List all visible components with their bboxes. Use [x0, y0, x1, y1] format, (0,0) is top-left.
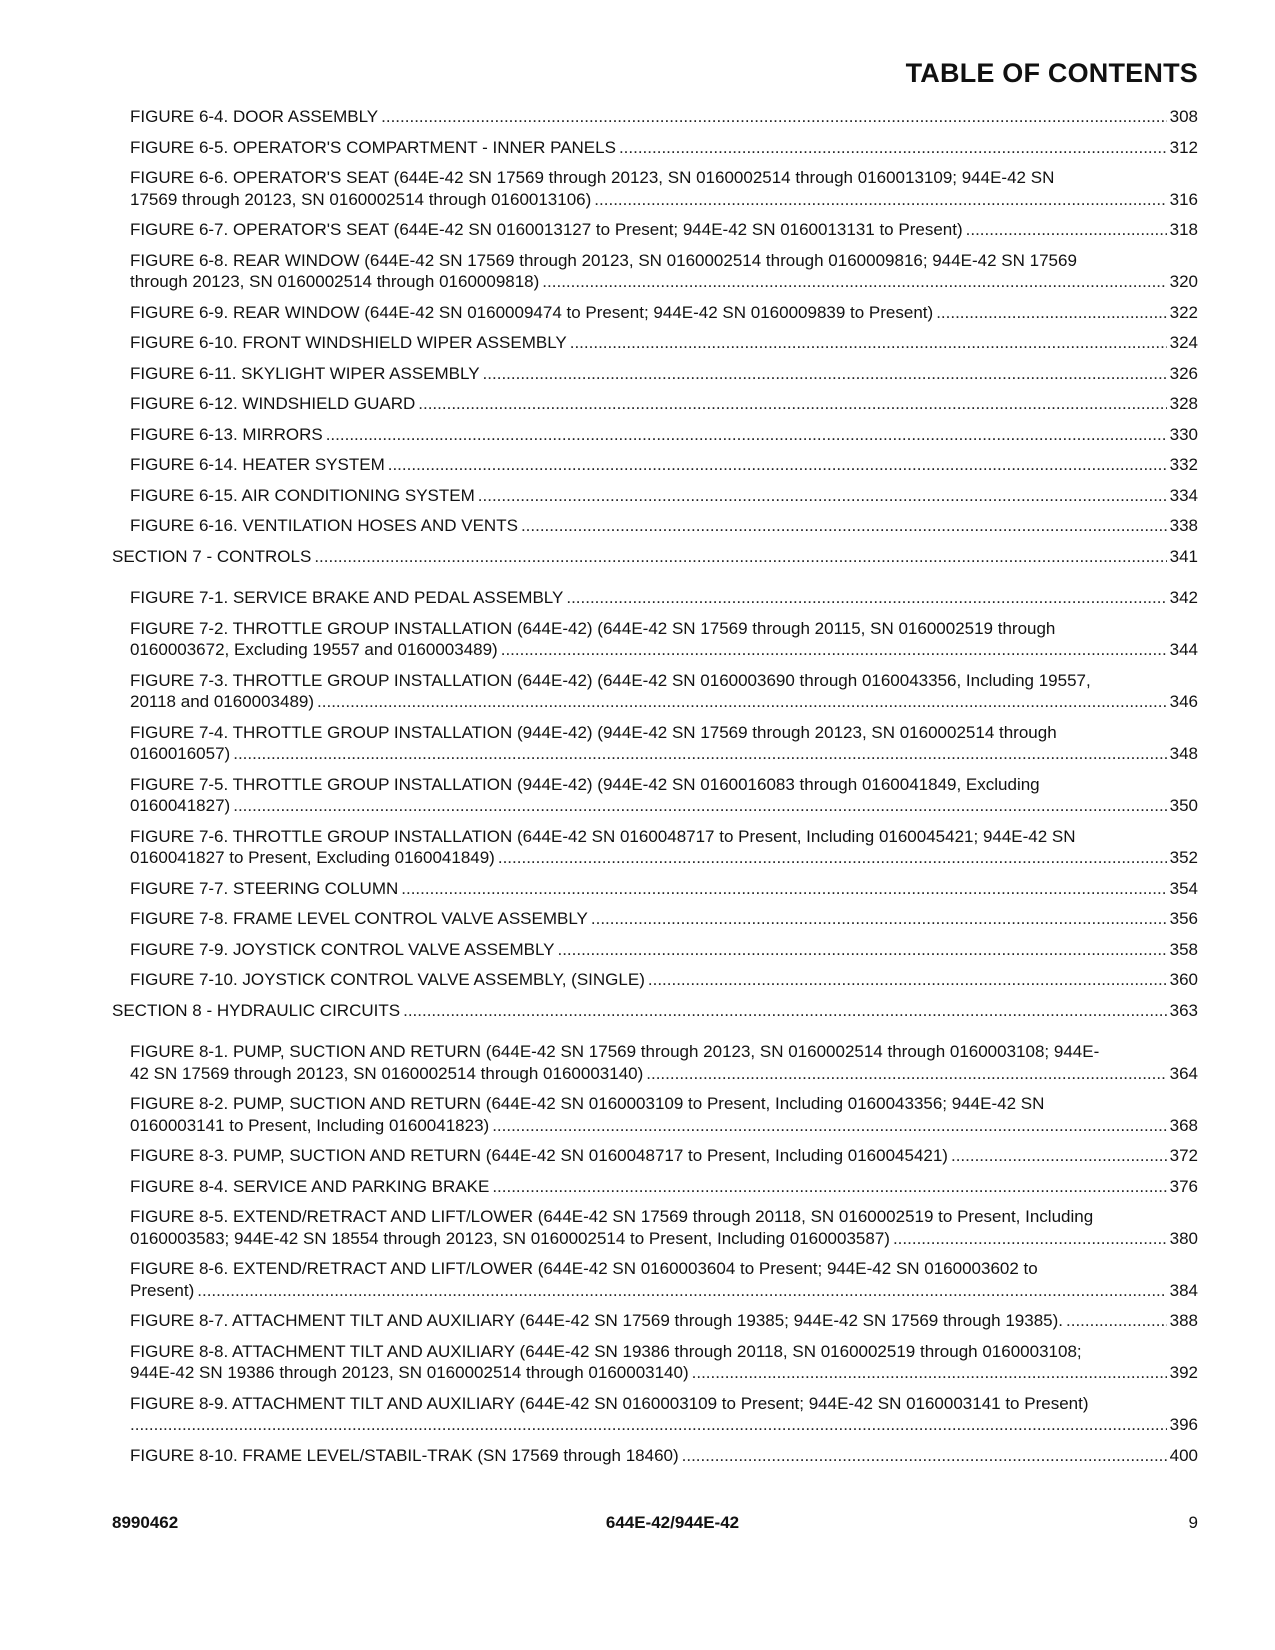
dot-leader [557, 939, 1166, 961]
toc-entry-title: FIGURE 6-10. FRONT WINDSHIELD WIPER ASSEMBLY [130, 333, 567, 352]
toc-entry-line [130, 515, 1198, 537]
toc-entry-page-number: 326 [1169, 363, 1198, 383]
toc-figure-entry[interactable] [130, 106, 1198, 128]
toc-entry-title-line: FIGURE 8-1. PUMP, SUCTION AND RETURN (644E-42 SN 17569 through 20123, SN 0160002514 through 0160003108; 944E- [130, 1042, 1100, 1061]
toc-entry-page-number: 344 [1169, 640, 1198, 659]
toc-entry-title: through 20123, SN 0160002514 through 0160009818) [130, 272, 540, 291]
toc-entry-title: FIGURE 6-13. MIRRORS [130, 424, 323, 444]
toc-entry-title: SECTION 7 - CONTROLS [112, 546, 312, 566]
toc-entry-page-number: 320 [1169, 272, 1198, 291]
toc-entry-page-number: 322 [1169, 302, 1198, 322]
toc-figure-entry[interactable] [130, 1258, 1198, 1301]
dot-leader [483, 363, 1167, 385]
toc-figure-entry[interactable] [130, 1445, 1198, 1467]
toc-entry-page-number: 396 [1169, 1415, 1198, 1434]
toc-entry-page-number: 318 [1169, 220, 1198, 239]
toc-section-entry[interactable] [112, 1000, 1198, 1022]
toc-figure-entry[interactable] [130, 969, 1198, 991]
toc-figure-entry[interactable] [130, 1041, 1198, 1084]
toc-entry-line [130, 1176, 1198, 1198]
toc-entry-title: FIGURE 7-8. FRAME LEVEL CONTROL VALVE ASSEMBLY [130, 909, 588, 928]
toc-entry-title: FIGURE 8-7. ATTACHMENT TILT AND AUXILIARY (644E-42 SN 17569 through 19385; 944E-42 SN 17569 through 19385). [130, 1311, 1063, 1330]
toc-entry-line [130, 1063, 1198, 1085]
toc-entry-title: 0160041827 to Present, Excluding 0160041849) [130, 848, 495, 867]
dot-leader [1066, 1310, 1167, 1332]
toc-figure-entry[interactable] [130, 250, 1198, 293]
dot-leader [648, 969, 1167, 991]
toc-entry-title: FIGURE 6-16. VENTILATION HOSES AND VENTS [130, 516, 518, 535]
toc-entry-title: 20118 and 0160003489) [130, 692, 315, 711]
dot-leader [570, 332, 1167, 354]
toc-entry-page-number: 352 [1169, 848, 1198, 867]
toc-figure-entry[interactable] [130, 454, 1198, 476]
toc-entry-line [130, 1414, 1198, 1436]
toc-entry-line [130, 106, 1198, 128]
toc-entry-page-number: 363 [1169, 1000, 1198, 1020]
toc-entry-title: 0160003672, Excluding 19557 and 0160003489) [130, 640, 498, 659]
toc-figure-entry[interactable] [130, 1093, 1198, 1136]
page-number: 9 [1188, 1513, 1198, 1532]
toc-entry-line [130, 219, 1198, 241]
toc-entry-page-number: 364 [1169, 1063, 1198, 1083]
toc-figure-entry[interactable] [130, 618, 1198, 661]
toc-entry-line [130, 908, 1198, 930]
toc-entry-page-number: 392 [1169, 1363, 1198, 1382]
toc-entry-title-line: FIGURE 8-8. ATTACHMENT TILT AND AUXILIARY (644E-42 SN 19386 through 20118, SN 0160002519 through 0160003108; [130, 1341, 1082, 1361]
toc-entry-line [130, 969, 1198, 991]
toc-entry-title: FIGURE 8-10. FRAME LEVEL/STABIL-TRAK (SN 17569 through 18460) [130, 1445, 679, 1465]
toc-entry-line [130, 485, 1198, 507]
dot-leader [591, 908, 1167, 930]
toc-entry-title: 944E-42 SN 19386 through 20123, SN 0160002514 through 0160003140) [130, 1363, 689, 1382]
toc-entry-line [130, 189, 1198, 211]
toc-figure-entry[interactable] [130, 302, 1198, 324]
toc-entry-title: FIGURE 7-9. JOYSTICK CONTROL VALVE ASSEMBLY [130, 939, 555, 959]
toc-entry-page-number: 312 [1169, 137, 1198, 157]
toc-entry-page-number: 308 [1169, 107, 1198, 126]
toc-entry-title: FIGURE 6-4. DOOR ASSEMBLY [130, 107, 379, 126]
toc-entry-title: SECTION 8 - HYDRAULIC CIRCUITS [112, 1000, 401, 1020]
dot-leader [936, 302, 1166, 324]
toc-entry-title: 0160003141 to Present, Including 0160041823) [130, 1115, 490, 1135]
dot-leader [492, 1115, 1166, 1137]
dot-leader [542, 271, 1166, 293]
dot-leader [233, 743, 1166, 765]
toc-entry-title: FIGURE 8-4. SERVICE AND PARKING BRAKE [130, 1176, 490, 1196]
toc-figure-entry[interactable] [130, 826, 1198, 869]
toc-entry-title-line: FIGURE 8-9. ATTACHMENT TILT AND AUXILIARY (644E-42 SN 0160003109 to Present; 944E-42 SN 0160003141 to Present) [130, 1393, 1089, 1413]
toc-entry-line [130, 1445, 1198, 1467]
toc-entry-line [130, 363, 1198, 385]
toc-entry-line [130, 847, 1198, 869]
dot-leader [401, 878, 1166, 900]
dot-leader [381, 106, 1166, 128]
toc-entry-page-number: 350 [1169, 796, 1198, 815]
dot-leader [566, 587, 1166, 609]
dot-leader [521, 515, 1167, 537]
toc-entry-title: FIGURE 6-9. REAR WINDOW (644E-42 SN 0160009474 to Present; 944E-42 SN 0160009839 to Present) [130, 302, 934, 322]
toc-entry-title-line: FIGURE 7-4. THROTTLE GROUP INSTALLATION (944E-42) (944E-42 SN 17569 through 20123, SN 0160002514 through [130, 722, 1057, 742]
toc-figure-entry[interactable] [130, 393, 1198, 415]
toc-entry-title-line: FIGURE 7-6. THROTTLE GROUP INSTALLATION (644E-42 SN 0160048717 to Present, Including 0160045421; 944E-42 SN [130, 826, 1076, 846]
toc-entry-page-number: 360 [1169, 970, 1198, 989]
toc-entry-title: 0160041827) [130, 796, 231, 815]
toc-entry-line [130, 795, 1198, 817]
toc-entry-line [130, 454, 1198, 476]
toc-entry-line [112, 546, 1198, 568]
toc-entry-line [130, 1115, 1198, 1137]
toc-entry-page-number: 384 [1169, 1280, 1198, 1300]
dot-leader [326, 424, 1167, 446]
toc-entry-line [130, 743, 1198, 765]
toc-entry-page-number: 328 [1169, 394, 1198, 413]
toc-entry-line [130, 302, 1198, 324]
toc-entry-line [130, 1228, 1198, 1250]
toc-entry-page-number: 348 [1169, 744, 1198, 763]
dot-leader [501, 639, 1167, 661]
toc-figure-entry[interactable] [130, 137, 1198, 159]
toc-entry-title: FIGURE 7-7. STEERING COLUMN [130, 878, 399, 898]
toc-entry-title-line: FIGURE 6-6. OPERATOR'S SEAT (644E-42 SN 17569 through 20123, SN 0160002514 through 0160013109; 944E-42 SN [130, 168, 1055, 187]
toc-entry-page-number: 368 [1169, 1115, 1198, 1135]
toc-figure-entry[interactable] [130, 332, 1198, 354]
dot-leader [682, 1445, 1167, 1467]
toc-entry-title: 17569 through 20123, SN 0160002514 through 0160013106) [130, 189, 592, 209]
dot-leader [498, 847, 1167, 869]
dot-leader [619, 137, 1167, 159]
toc-entry-line [130, 939, 1198, 961]
toc-entry-line [112, 1000, 1198, 1022]
toc-entry-title: 42 SN 17569 through 20123, SN 0160002514 through 0160003140) [130, 1063, 644, 1083]
toc-entry-title-line: FIGURE 8-5. EXTEND/RETRACT AND LIFT/LOWER (644E-42 SN 17569 through 20118, SN 0160002519 to Present, Including [130, 1207, 1094, 1226]
toc-entry-title: 0160003583; 944E-42 SN 18554 through 20123, SN 0160002514 to Present, Including 0160003587) [130, 1228, 890, 1248]
toc-entry-page-number: 332 [1169, 455, 1198, 474]
toc-figure-entry[interactable] [130, 424, 1198, 446]
toc-entry-title-line: FIGURE 6-8. REAR WINDOW (644E-42 SN 17569 through 20123, SN 0160002514 through 0160009816; 944E-42 SN 17569 [130, 250, 1077, 270]
dot-leader [233, 795, 1166, 817]
dot-leader [418, 393, 1166, 415]
toc-entry-line [130, 137, 1198, 159]
model-name: 644E-42/944E-42 [605, 1513, 740, 1532]
toc-entry-title-line: FIGURE 7-2. THROTTLE GROUP INSTALLATION (644E-42) (644E-42 SN 17569 through 20115, SN 0160002519 through [130, 618, 1056, 638]
toc-figure-entry[interactable] [130, 363, 1198, 385]
toc-entry-line [130, 639, 1198, 661]
dot-leader [646, 1063, 1166, 1085]
toc-entry-line [130, 1310, 1198, 1332]
toc-entry-line [130, 1145, 1198, 1167]
page-title: TABLE OF CONTENTS [905, 58, 1198, 88]
dot-leader [388, 454, 1167, 476]
toc-entry-line [130, 393, 1198, 415]
toc-entry-title: FIGURE 6-5. OPERATOR'S COMPARTMENT - INNER PANELS [130, 137, 616, 157]
toc-entry-page-number: 354 [1169, 878, 1198, 898]
toc-figure-entry[interactable] [130, 515, 1198, 537]
toc-entry-page-number: 330 [1169, 424, 1198, 444]
toc-entry-line [130, 587, 1198, 609]
toc-entry-title: FIGURE 7-10. JOYSTICK CONTROL VALVE ASSEMBLY, (SINGLE) [130, 970, 645, 989]
dot-leader [492, 1176, 1166, 1198]
dot-leader [951, 1145, 1167, 1167]
toc-entry-title: 0160016057) [130, 744, 231, 763]
toc-entry-line [130, 1362, 1198, 1384]
toc-entry-line [130, 691, 1198, 713]
toc-entry-page-number: 338 [1169, 516, 1198, 535]
toc-entry-page-number: 376 [1169, 1176, 1198, 1196]
toc-figure-entry[interactable] [130, 485, 1198, 507]
toc-entry-page-number: 346 [1169, 692, 1198, 711]
toc-entry-page-number: 324 [1169, 333, 1198, 352]
toc-figure-entry[interactable] [130, 1310, 1198, 1332]
toc-entry-page-number: 341 [1169, 546, 1198, 566]
toc-entry-page-number: 356 [1169, 909, 1198, 928]
toc-figure-entry[interactable] [130, 1145, 1198, 1167]
toc-entry-page-number: 334 [1169, 485, 1198, 505]
dot-leader [403, 1000, 1167, 1022]
dot-leader [130, 1414, 1167, 1436]
toc-figure-entry[interactable] [130, 1176, 1198, 1198]
toc-figure-entry[interactable] [130, 939, 1198, 961]
toc-entry-title-line: FIGURE 8-2. PUMP, SUCTION AND RETURN (644E-42 SN 0160003109 to Present, Including 0160043356; 944E-42 SN [130, 1094, 1045, 1113]
toc-figure-entry[interactable] [130, 219, 1198, 241]
toc-entry-title-line: FIGURE 7-5. THROTTLE GROUP INSTALLATION (944E-42) (944E-42 SN 0160016083 through 0160041849, Excluding [130, 774, 1040, 794]
toc-figure-entry[interactable] [130, 167, 1198, 210]
dot-leader [314, 546, 1166, 568]
toc-entry-line [130, 878, 1198, 900]
dot-leader [966, 219, 1167, 241]
toc-entry-page-number: 342 [1169, 588, 1198, 607]
toc-entry-line [130, 424, 1198, 446]
toc-section-entry[interactable] [112, 546, 1198, 568]
toc-figure-entry[interactable] [130, 587, 1198, 609]
toc-entry-page-number: 388 [1169, 1311, 1198, 1330]
toc-entry-page-number: 372 [1169, 1146, 1198, 1165]
toc-entry-line [130, 271, 1198, 293]
document-number: 8990462 [112, 1513, 179, 1532]
toc-entry-title: Present) [130, 1280, 195, 1300]
toc-figure-entry[interactable] [130, 774, 1198, 817]
toc-entry-title-line: FIGURE 8-6. EXTEND/RETRACT AND LIFT/LOWER (644E-42 SN 0160003604 to Present; 944E-42 SN 0160003602 to [130, 1259, 1038, 1278]
toc-entry-title: FIGURE 7-1. SERVICE BRAKE AND PEDAL ASSEMBLY [130, 588, 564, 607]
dot-leader [692, 1362, 1167, 1384]
dot-leader [317, 691, 1167, 713]
toc-entry-title: FIGURE 6-14. HEATER SYSTEM [130, 455, 385, 474]
toc-figure-entry[interactable] [130, 1341, 1198, 1384]
toc-figure-entry[interactable] [130, 722, 1198, 765]
toc-figure-entry[interactable] [130, 908, 1198, 930]
toc-entry-page-number: 400 [1169, 1445, 1198, 1465]
toc-figure-entry[interactable] [130, 1393, 1198, 1436]
table-of-contents [0, 106, 1275, 1475]
toc-entry-title: FIGURE 6-7. OPERATOR'S SEAT (644E-42 SN 0160013127 to Present; 944E-42 SN 0160013131 to Present) [130, 220, 963, 239]
toc-entry-title: FIGURE 8-3. PUMP, SUCTION AND RETURN (644E-42 SN 0160048717 to Present, Including 0160045421) [130, 1146, 948, 1165]
toc-figure-entry[interactable] [130, 1206, 1198, 1249]
toc-entry-page-number: 358 [1169, 939, 1198, 959]
dot-leader [478, 485, 1167, 507]
toc-entry-title: FIGURE 6-12. WINDSHIELD GUARD [130, 394, 416, 413]
dot-leader [197, 1280, 1166, 1302]
toc-entry-title: FIGURE 6-11. SKYLIGHT WIPER ASSEMBLY [130, 363, 480, 383]
toc-entry-line [130, 1280, 1198, 1302]
dot-leader [594, 189, 1166, 211]
toc-entry-line [130, 332, 1198, 354]
toc-entry-title: FIGURE 6-15. AIR CONDITIONING SYSTEM [130, 485, 475, 505]
toc-entry-page-number: 316 [1169, 189, 1198, 209]
dot-leader [893, 1228, 1167, 1250]
toc-figure-entry[interactable] [130, 670, 1198, 713]
toc-entry-title-line: FIGURE 7-3. THROTTLE GROUP INSTALLATION (644E-42) (644E-42 SN 0160003690 through 0160043356, Including 19557, [130, 670, 1091, 690]
toc-figure-entry[interactable] [130, 878, 1198, 900]
toc-entry-page-number: 380 [1169, 1228, 1198, 1248]
